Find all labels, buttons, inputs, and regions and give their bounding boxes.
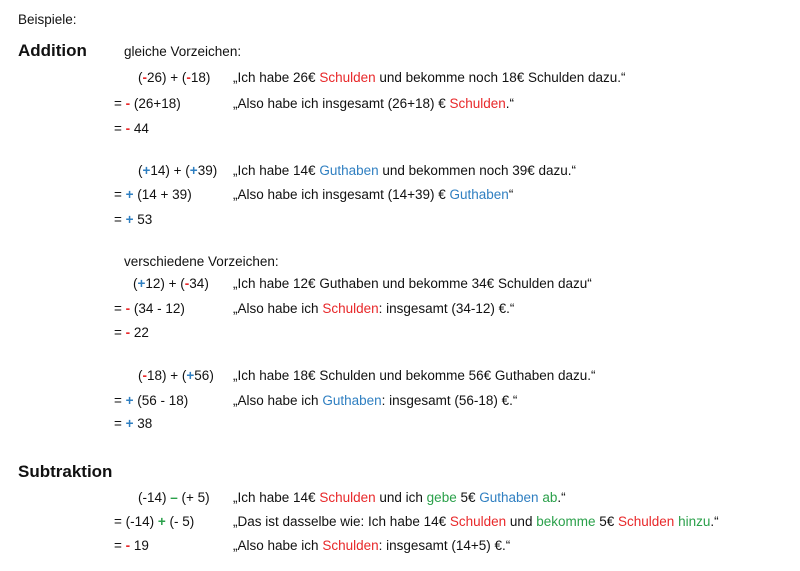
ex3-step2: = - (34 - 12)	[114, 301, 185, 316]
minus-sign: -	[125, 538, 131, 553]
gebe-word: gebe	[426, 490, 457, 505]
minus-sign: -	[125, 121, 131, 136]
minus-sign: -	[186, 70, 191, 85]
ex1-explanation-2: „Also habe ich insgesamt (26+18) € Schulden.“	[233, 96, 515, 111]
minus-sign: -	[184, 276, 190, 291]
ex2-explanation-2: „Also habe ich insgesamt (14+39) € Guthaben“	[233, 187, 514, 202]
schulden-word: Schulden	[319, 70, 376, 85]
subtraktion-heading: Subtraktion	[18, 462, 113, 481]
guthaben-word: Guthaben	[479, 490, 539, 505]
plus-sign: +	[142, 163, 151, 178]
ex3-expression: (+12) + (-34)	[133, 276, 209, 291]
sub-explanation-1: „Ich habe 14€ Schulden und ich gebe 5€ Guthaben ab.“	[233, 490, 566, 505]
ex4-expression: (-18) + (+56)	[138, 368, 214, 383]
ab-word: ab	[542, 490, 558, 505]
schulden-word: Schulden	[319, 490, 376, 505]
ex3-result: = - 22	[114, 325, 149, 340]
guthaben-word: Guthaben	[322, 393, 382, 408]
ex4-explanation-1: „Ich habe 18€ Schulden und bekomme 56€ Guthaben dazu.“	[233, 368, 596, 383]
plus-sign: +	[189, 163, 198, 178]
ex4-step2: = + (56 - 18)	[114, 393, 189, 408]
sub-explanation-3: „Also habe ich Schulden: insgesamt (14+5) €.“	[233, 538, 511, 553]
ex3-explanation-2: „Also habe ich Schulden: insgesamt (34-12) €.“	[233, 301, 515, 316]
ex1-expression: (-26) + (-18)	[138, 70, 211, 85]
sub-explanation-2: „Das ist dasselbe wie: Ich habe 14€ Schulden und bekomme 5€ Schulden hinzu.“	[233, 514, 719, 529]
addition-heading: Addition	[18, 41, 87, 60]
bekomme-word: bekomme	[536, 514, 596, 529]
hinzu-word: hinzu	[678, 514, 711, 529]
minus-sign: -	[142, 368, 147, 383]
minus-operator: –	[170, 490, 178, 505]
sub-step2: = (-14) + (- 5)	[114, 514, 195, 529]
minus-sign: -	[125, 301, 131, 316]
guthaben-word: Guthaben	[319, 163, 379, 178]
plus-sign: +	[137, 276, 146, 291]
schulden-word: Schulden	[322, 301, 379, 316]
plus-sign: +	[125, 393, 134, 408]
schulden-word: Schulden	[449, 514, 507, 529]
minus-sign: -	[125, 96, 131, 111]
ex2-expression: (+14) + (+39)	[138, 163, 218, 178]
schulden-word: Schulden	[322, 538, 379, 553]
plus-sign: +	[125, 187, 134, 202]
schulden-word: Schulden	[449, 96, 506, 111]
ex2-result: = + 53	[114, 212, 153, 227]
minus-sign: -	[142, 70, 147, 85]
sub-expression: (-14) – (+ 5)	[138, 490, 210, 505]
ex4-result: = + 38	[114, 416, 153, 431]
guthaben-word: Guthaben	[449, 187, 509, 202]
ex1-step2: = - (26+18)	[114, 96, 181, 111]
verschiedene-vorzeichen-label: verschiedene Vorzeichen:	[124, 254, 279, 269]
beispiele-label: Beispiele:	[18, 12, 77, 27]
plus-operator: +	[157, 514, 166, 529]
plus-sign: +	[186, 368, 195, 383]
ex2-step2: = + (14 + 39)	[114, 187, 192, 202]
schulden-word: Schulden	[618, 514, 675, 529]
ex1-result: = - 44	[114, 121, 149, 136]
plus-sign: +	[125, 212, 134, 227]
minus-sign: -	[125, 325, 131, 340]
gleiche-vorzeichen-label: gleiche Vorzeichen:	[124, 44, 242, 59]
ex2-explanation-1: „Ich habe 14€ Guthaben und bekommen noch 39€ dazu.“	[233, 163, 577, 178]
sub-result: = - 19	[114, 538, 149, 553]
ex1-explanation-1: „Ich habe 26€ Schulden und bekomme noch 18€ Schulden dazu.“	[233, 70, 626, 85]
ex4-explanation-2: „Also habe ich Guthaben: insgesamt (56-18) €.“	[233, 393, 518, 408]
plus-sign: +	[125, 416, 134, 431]
ex3-explanation-1: „Ich habe 12€ Guthaben und bekomme 34€ Schulden dazu“	[233, 276, 592, 291]
